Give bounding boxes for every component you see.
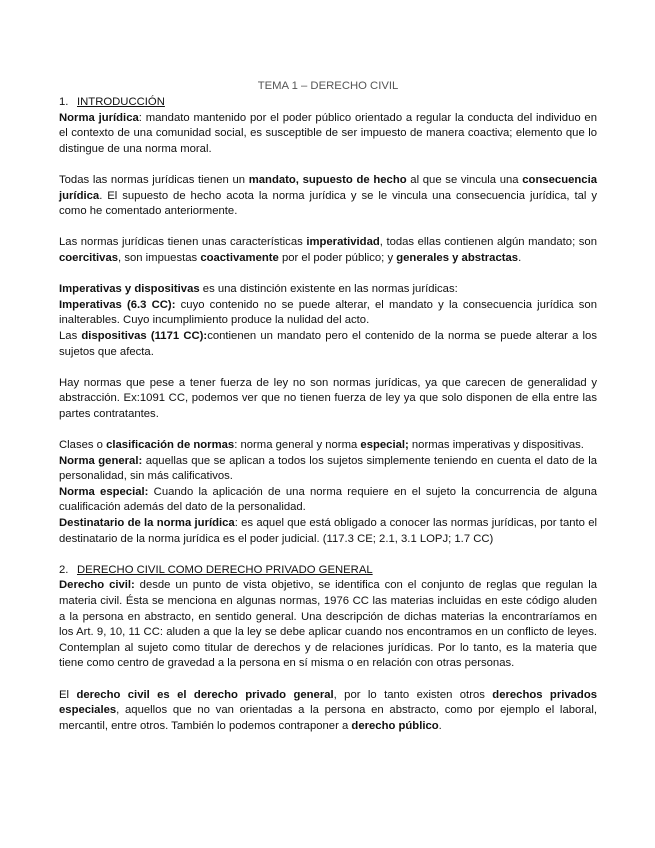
text: : mandato mantenido por el poder público orientado a regular la conducta del individuo en el contexto de una comunidad social, es susceptible de ser impuesto de manera coactiva; elemento que lo distingue de una norma moral. xyxy=(59,111,597,155)
text: : norma general y norma xyxy=(234,439,361,452)
text: al que se vincula una xyxy=(406,173,523,186)
spacer xyxy=(59,672,597,688)
section-heading-1 xyxy=(59,95,597,111)
text: Las xyxy=(59,329,82,342)
bold-term: Imperativas y dispositivas xyxy=(59,283,200,296)
text: normas imperativas y dispositivas. xyxy=(408,439,584,452)
text: El xyxy=(59,688,77,701)
text: Todas las normas jurídicas tienen un xyxy=(59,173,249,186)
paragraph-destinatario xyxy=(59,516,597,547)
text: , todas ellas contienen algún mandato; son xyxy=(379,236,597,249)
spacer xyxy=(59,157,597,173)
paragraph-dispositivas xyxy=(59,329,597,360)
text: . xyxy=(518,251,522,264)
section-number: 2. xyxy=(59,563,69,576)
paragraph-caracteristicas xyxy=(59,235,597,266)
paragraph-fuerza-de-ley xyxy=(59,376,597,423)
bold-term: especial; xyxy=(360,439,409,452)
text: , aquellos que no van orientadas a la persona en abstracto, como por ejemplo el laboral, mercantil, entre otros. También lo podemos contraponer a xyxy=(59,704,597,732)
bold-term: derecho civil es el derecho privado general xyxy=(76,688,334,701)
bold-term: generales y abstractas xyxy=(396,251,519,264)
text: Las normas jurídicas tienen unas características xyxy=(59,236,307,249)
text: aquellas que se aplican a todos los sujetos simplemente teniendo en cuenta el dato de la personalidad, sin más calificativos. xyxy=(59,454,597,483)
text: cuyo contenido no se puede alterar, el mandato y la consecuencia jurídica son inalterables. Cuyo incumplimiento produce la nulidad del acto. xyxy=(59,298,597,327)
paragraph-derecho-privado xyxy=(59,688,597,735)
paragraph-clases xyxy=(59,438,597,454)
paragraph-norma-especial xyxy=(59,485,597,516)
section-title: DERECHO CIVIL COMO DERECHO PRIVADO GENERAL xyxy=(77,563,373,576)
text: Cuando la aplicación de una norma requiere en el sujeto la concurrencia de alguna cualificación además del dato de la personalidad. xyxy=(59,485,598,514)
spacer xyxy=(59,547,597,563)
bold-term: mandato, supuesto de hecho xyxy=(248,173,407,186)
spacer xyxy=(59,267,597,283)
text: . El supuesto de hecho acota la norma jurídica y se le vincula una consecuencia jurídica, tal y como he comentado anteriormente. xyxy=(59,189,597,218)
bold-term: derecho público xyxy=(351,719,439,732)
bold-term: clasificación de normas xyxy=(106,439,235,452)
document-page xyxy=(59,79,597,734)
paragraph-norma-juridica xyxy=(59,111,597,158)
text: , por lo tanto existen otros xyxy=(333,688,493,701)
text: Clases o xyxy=(59,439,107,452)
paragraph-imperativas-dispositivas xyxy=(59,282,597,298)
section-title: INTRODUCCIÓN xyxy=(77,96,165,108)
bold-term: coercitivas xyxy=(59,251,119,264)
text: : es aquel que está obligado a conocer las normas jurídicas, por tanto el destinatario de la norma jurídica es el poder judicial. (117.3 CE; 2.1, 3.1 LOPJ; 1.7 CC) xyxy=(59,517,597,545)
text: . xyxy=(438,719,442,732)
bold-term: imperatividad xyxy=(306,236,380,249)
bold-term: dispositivas (1171 CC): xyxy=(81,329,208,342)
paragraph-mandato xyxy=(59,173,597,220)
text: contienen un mandato pero el contenido de la norma se puede alterar a los sujetos que afecta. xyxy=(59,329,597,358)
bold-term: coactivamente xyxy=(200,251,279,264)
bold-term: Norma especial: xyxy=(59,485,149,498)
bold-term: Norma jurídica xyxy=(59,111,139,124)
section-heading-2 xyxy=(59,563,597,579)
spacer xyxy=(59,422,597,438)
bold-term: consecuencia jurídica xyxy=(59,173,597,202)
text: Hay normas que pese a tener fuerza de ley no son normas jurídicas, ya que carecen de generalidad y abstracción. Ex:1091 CC, podemos ver que no tienen fuerza de ley ya que solo disponen de ella entre las partes contratantes. xyxy=(59,376,597,420)
spacer xyxy=(59,220,597,236)
section-number: 1. xyxy=(59,96,69,108)
document-title: TEMA 1 – DERECHO CIVIL xyxy=(257,80,399,92)
text: por el poder público; y xyxy=(278,251,397,264)
bold-term: Destinatario de la norma jurídica xyxy=(59,517,235,530)
spacer xyxy=(59,360,597,376)
bold-term: Imperativas (6.3 CC): xyxy=(59,298,176,311)
bold-term: Norma general: xyxy=(59,454,143,467)
paragraph-norma-general xyxy=(59,454,597,485)
bold-term: derechos privados especiales xyxy=(59,688,598,717)
text: desde un punto de vista objetivo, se identifica con el conjunto de reglas que regulan la materia civil. Ésta se menciona en algunas normas, 1976 CC las materias incluidas en este código aluden a la persona en abstracto, en sentido general. Una descripción de dichas materias la encontraríamos en los Art. 9, 10, 11 CC: aluden a que la ley se debe aplicar cuando nos encontramos en un conflicto de leyes. Contemplan al sujeto como titular de derechos y de relaciones jurídicas. Por lo tanto, es la materia que tiene como centro de gravedad a la persona en sí misma o en relación con otras personas. xyxy=(59,579,597,670)
bold-term: Derecho civil: xyxy=(59,579,135,592)
text: , son impuestas xyxy=(118,251,201,264)
paragraph-derecho-civil xyxy=(59,578,597,672)
paragraph-imperativas xyxy=(59,298,597,329)
text: es una distinción existente en las normas jurídicas: xyxy=(199,283,458,296)
